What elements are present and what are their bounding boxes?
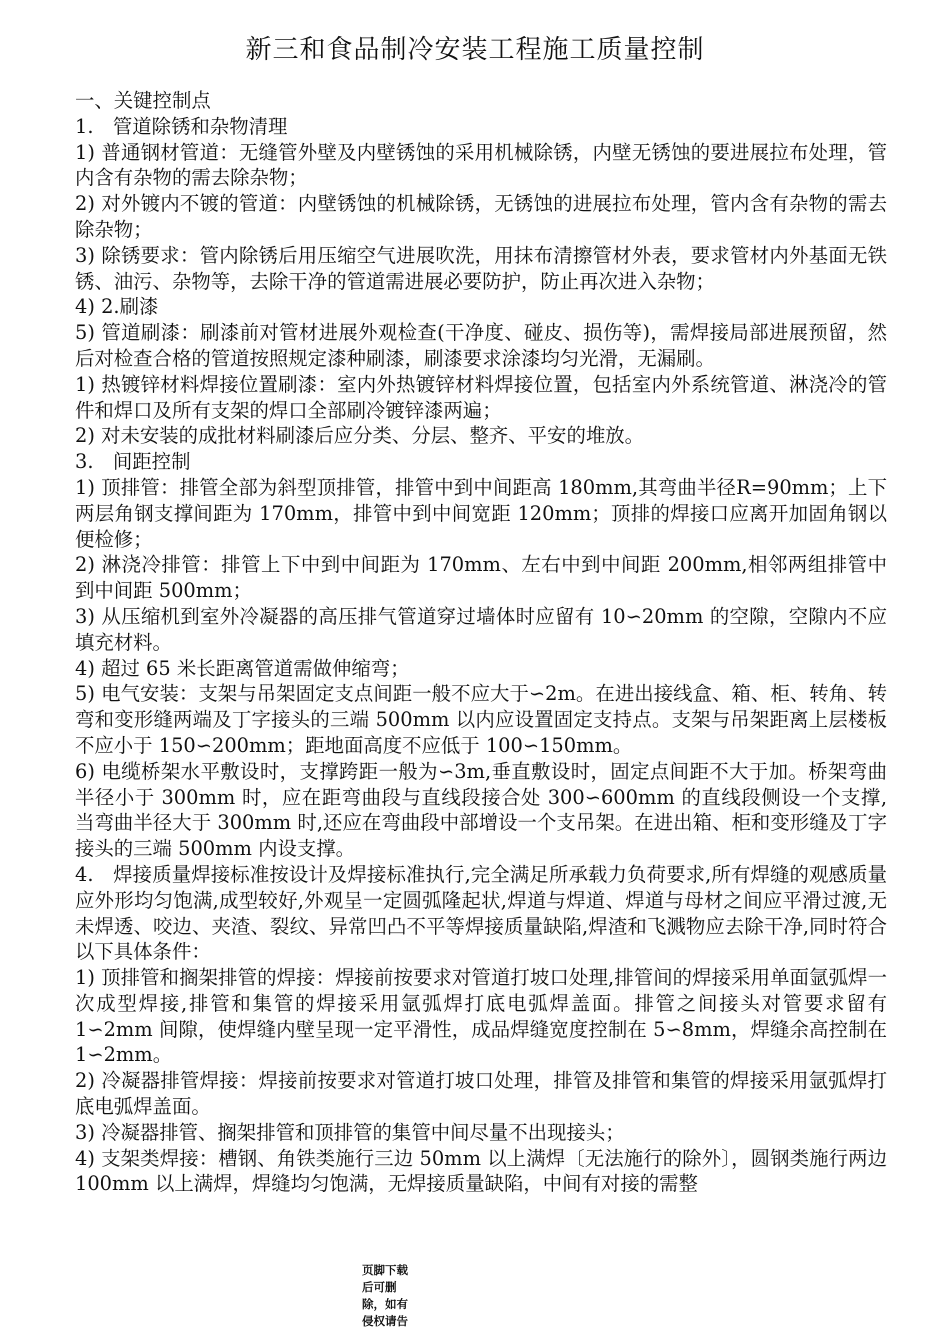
paragraph: 2) 对未安装的成批材料刷漆后应分类、分层、整齐、平安的堆放。 — [75, 424, 645, 448]
paragraph: 4) 超过 65 米长距离管道需做伸缩弯； — [75, 656, 410, 680]
paragraph: 1) 热镀锌材料焊接位置刷漆：室内外热镀锌材料焊接位置，包括室内外系统管道、淋浇冷的管件和焊口及所有支架的焊口全部刷冷镀锌漆两遍； — [75, 372, 887, 422]
paragraph: 2) 对外镀内不镀的管道：内壁锈蚀的机械除锈，无锈蚀的进展拉布处理，管内含有杂物的需去除杂物； — [75, 192, 887, 241]
document-body — [75, 88, 887, 1197]
paragraph: 3. 间距控制 — [75, 450, 191, 474]
paragraph: 6) 电缆桥架水平敷设时，支撑跨距一般为∽3m,垂直敷设时，固定点间距不大于加。桥架弯曲半径小于 300mm 时，应在距弯曲段与直线段接合处 300∽600mm 的直线段侧设一个支撑,当弯曲半径大于 300mm 时,还应在弯曲段中部增设一个支吊架。在进出箱、柜和变形缝及丁字接头的三端 500mm 内设支撑。 — [75, 759, 887, 861]
paragraph: 4) 2.刷漆 — [75, 295, 159, 319]
paragraph: 1) 普通钢材管道：无缝管外壁及内壁锈蚀的采用机械除锈，内壁无锈蚀的要进展拉布处理，管内含有杂物的需去除杂物； — [75, 140, 887, 190]
paragraph: 4. 焊接质量焊接标准按设计及焊接标准执行,完全满足所承载力负荷要求,所有焊缝的观感质量应外形均匀饱满,成型较好,外观呈一定圆弧隆起状,焊道与焊道、焊道与母材之间应平滑过渡,无未焊透、咬边、夹渣、裂纹、异常凹凸不平等焊接质量缺陷,焊渣和飞溅物应去除干净,同时符合以下具体条件： — [75, 862, 887, 964]
paragraph: 5) 电气安装：支架与吊架固定支点间距一般不应大于∽2m。在进出接线盒、箱、柜、转角、转弯和变形缝两端及丁字接头的三端 500mm 以内应设置固定支持点。支架与吊架距离上层楼板不应小于 150∽200mm；距地面高度不应低于 100∽150mm。 — [75, 682, 887, 757]
paragraph: 2) 冷凝器排管焊接：焊接前按要求对管道打坡口处理，排管及排管和集管的焊接采用氩弧焊打底电弧焊盖面。 — [75, 1069, 887, 1119]
paragraph: 2) 淋浇冷排管：排管上下中到中间距为 170mm、左右中到中间距 200mm,相邻两组排管中到中间距 500mm； — [75, 553, 887, 603]
paragraph: 1) 顶排管和搁架排管的焊接：焊接前按要求对管道打坡口处理,排管间的焊接采用单面氩弧焊一次成型焊接,排管和集管的焊接采用氩弧焊打底电弧焊盖面。排管之间接头对管要求留有 1∽2mm 间隙，使焊缝内壁呈现一定平滑性，成品焊缝宽度控制在 5∽8mm，焊缝余高控制在 1∽2mm。 — [75, 966, 887, 1067]
paragraph: 3) 冷凝器排管、搁架排管和顶排管的集管中间尽量不出现接头； — [75, 1120, 625, 1144]
paragraph: 5) 管道刷漆：刷漆前对管材进展外观检查(干净度、碰皮、损伤等)，需焊接局部进展预留，然后对检查合格的管道按照规定漆种刷漆，刷漆要求涂漆均匀光滑，无漏刷。 — [75, 321, 887, 370]
document-title: 新三和食品制冷安装工程施工质量控制 — [245, 35, 705, 65]
paragraph: 一、关键控制点 — [75, 89, 211, 112]
paragraph: 1) 顶排管：排管全部为斜型顶排管，排管中到中间距高 180mm,其弯曲半径R=90mm；上下两层角钢支撑间距为 170mm，排管中到中间宽距 120mm；顶排的焊接口应离开加固角钢以便检修； — [75, 475, 887, 551]
paragraph: 3) 除锈要求：管内除锈后用压缩空气进展吹洗，用抹布清擦管材外表，要求管材内外基面无铁锈、油污、杂物等，去除干净的管道需进展必要防护，防止再次进入杂物； — [75, 243, 887, 293]
paragraph: 3) 从压缩机到室外冷凝器的高压排气管道穿过墙体时应留有 10∽20mm 的空隙，空隙内不应填充材料。 — [75, 604, 887, 654]
paragraph: 1. 管道除锈和杂物清理 — [75, 114, 288, 138]
footer-note: 页脚下载后可删除，如有侵权请告 — [362, 1263, 408, 1328]
paragraph: 4) 支架类焊接：槽钢、角铁类施行三边 50mm 以上满焊〔无法施行的除外〕，圆钢类施行两边 100mm 以上满焊，焊缝均匀饱满，无焊接质量缺陷，中间有对接的需整 — [75, 1146, 887, 1196]
